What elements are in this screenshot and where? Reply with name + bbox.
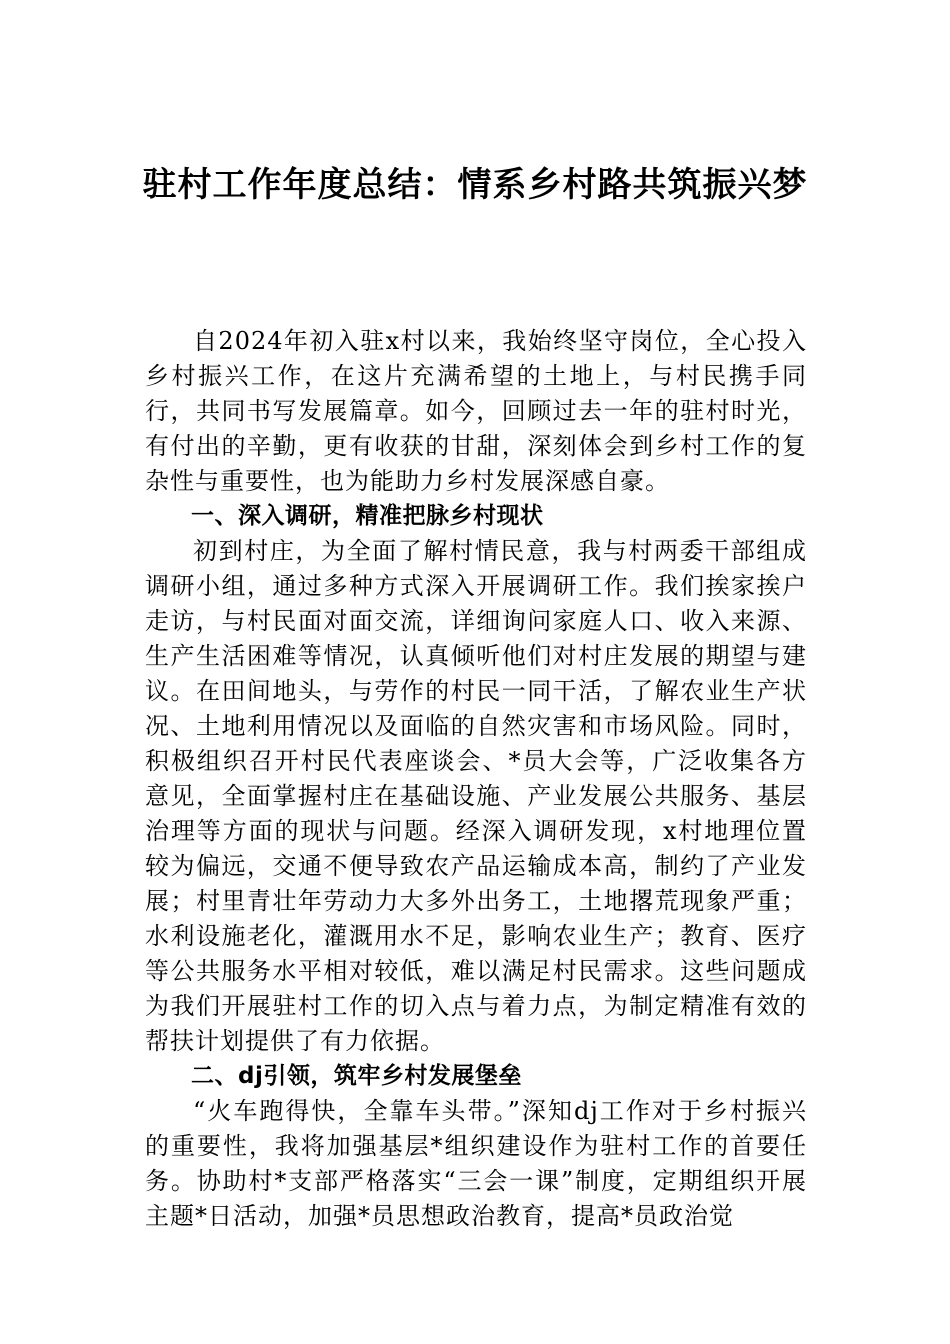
document-title: 驻村工作年度总结：情系乡村路共筑振兴梦 [142,165,808,205]
section-1-paragraph: 初到村庄，为全面了解村情民意，我与村两委干部组成调研小组，通过多种方式深入开展调研工作。我们挨家挨户走访，与村民面对面交流，详细询问家庭人口、收入来源、生产生活困难等情况，认真倾听他们对村庄发展的期望与建议。在田间地头，与劳作的村民一同干活，了解农业生产状况、土地利用情况以及面临的自然灾害和市场风险。同时，积极组织召开村民代表座谈会、*员大会等，广泛收集各方意见，全面掌握村庄在基础设施、产业发展公共服务、基层治理等方面的现状与问题。经深入调研发现，x村地理位置较为偏远，交通不便导致农产品运输成本高，制约了产业发展；村里青壮年劳动力大多外出务工，土地撂荒现象严重；水利设施老化，灌溉用水不足，影响农业生产；教育、医疗等公共服务水平相对较低，难以满足村民需求。这些问题成为我们开展驻村工作的切入点与着力点，为制定精准有效的帮扶计划提供了有力依据。 [145,537,807,1055]
section-heading-2: 二、dj引领，筑牢乡村发展堡垒 [191,1063,522,1089]
intro-paragraph: 自2024年初入驻x村以来，我始终坚守岗位，全心投入乡村振兴工作，在这片充满希望的土地上，与村民携手同行，共同书写发展篇章。如今，回顾过去一年的驻村时光，有付出的辛勤，更有收获的甘甜，深刻体会到乡村工作的复杂性与重要性，也为能助力乡村发展深感自豪。 [145,327,807,495]
document-body [145,324,807,1234]
section-2-paragraph: “火车跑得快，全靠车头带。”深知dj工作对于乡村振兴的重要性，我将加强基层*组织建设作为驻村工作的首要任务。协助村*支部严格落实“三会一课”制度，定期组织开展主题*日活动，加强*员思想政治教育，提高*员政治觉 [145,1097,807,1230]
section-heading-1: 一、深入调研，精准把脉乡村现状 [191,503,544,529]
